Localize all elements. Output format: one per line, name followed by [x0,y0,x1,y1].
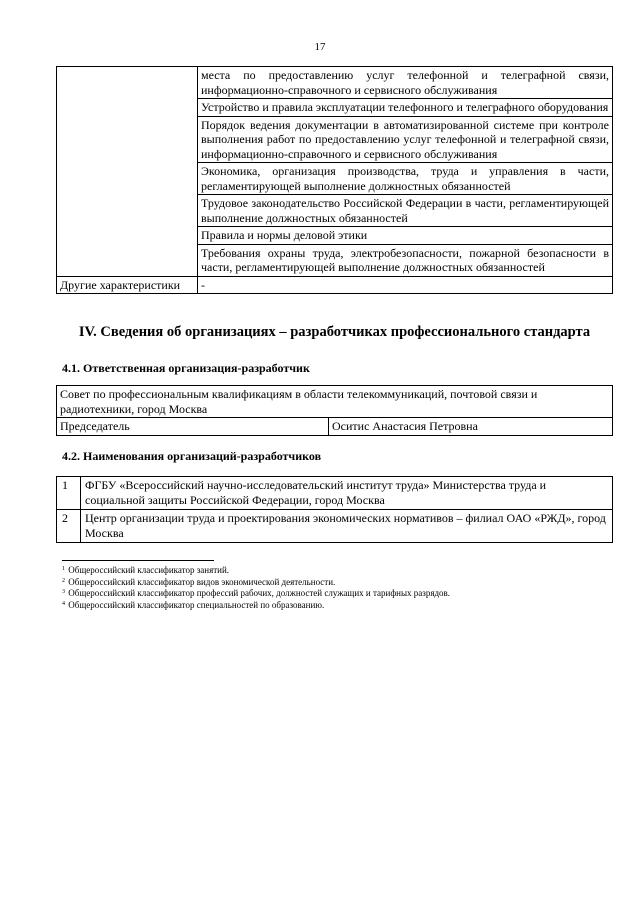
table-row [57,386,613,418]
requirements-table [56,66,613,294]
chair-label: Председатель [57,418,329,436]
requirement-item: Устройство и правила эксплуатации телефонного и телеграфного оборудования [198,99,613,117]
subsection-heading-responsible: 4.1. Ответственная организация-разработчик [62,361,310,375]
responsible-organization-box [56,385,613,436]
footnote [62,565,602,577]
row-number: 1 [57,477,81,510]
footnote [62,577,602,589]
footnote-mark: 4 [62,600,65,607]
developer-organization-name: ФГБУ «Всероссийский научно-исследовательский институт труда» Министерства труда и социальной защиты Российской Федерации, город Москва [81,477,613,510]
requirement-item: Порядок ведения документации в автоматизированной системе при контроле выполнения работ по предоставлению услуг телефонной и телеграфной связи, информационно-справочного и сервисного обслуживания [198,116,613,163]
responsible-organization-name: Совет по профессиональным квалификациям в области телекоммуникаций, почтовой связи и радиотехники, город Москва [57,386,613,418]
subsection-heading-developers: 4.2. Наименования организаций-разработчиков [62,449,322,463]
requirements-label-cell [57,67,198,277]
requirement-item: места по предоставлению услуг телефонной и телеграфной связи, информационно-справочного и сервисного обслуживания [198,67,613,99]
footnote-separator [62,560,214,561]
footnote-text: Общероссийский классификатор видов экономической деятельности. [68,576,336,587]
table-row [57,477,613,510]
chair-name: Оситис Анастасия Петровна [329,418,613,436]
other-characteristics-label: Другие характеристики [57,276,198,294]
developer-organizations-table [56,476,613,543]
footnote-mark: 1 [62,566,65,572]
section-heading: IV. Сведения об организациях – разработчиках профессионального стандарта [78,324,591,340]
requirement-item: Трудовое законодательство Российской Федерации в части, регламентирующей выполнение должностных обязанностей [198,195,613,227]
developer-organization-name: Центр организации труда и проектирования экономических нормативов – филиал ОАО «РЖД», город Москва [81,510,613,543]
requirement-item: Правила и нормы деловой этики [198,227,613,245]
table-row [57,510,613,543]
table-row [57,418,613,436]
footnote-text: Общероссийский классификатор профессий рабочих, должностей служащих и тарифных разрядов. [68,588,451,598]
footnotes [62,565,602,611]
footnote [62,600,602,612]
requirement-item: Требования охраны труда, электробезопасности, пожарной безопасности в части, регламентирующей выполнение должностных обязанностей [198,244,613,276]
table-row [57,67,613,99]
footnote-mark: 3 [62,589,65,595]
footnote-mark: 2 [62,577,65,584]
table-row [57,276,613,294]
footnote-text: Общероссийский классификатор специальностей по образованию. [68,599,325,610]
footnote [62,588,602,600]
requirement-item: Экономика, организация производства, труда и управления в части, регламентирующей выполнение должностных обязанностей [198,163,613,195]
footnote-text: Общероссийский классификатор занятий. [68,565,230,575]
row-number: 2 [57,510,81,543]
page-number: 17 [314,41,326,53]
other-characteristics-value: - [198,276,613,294]
